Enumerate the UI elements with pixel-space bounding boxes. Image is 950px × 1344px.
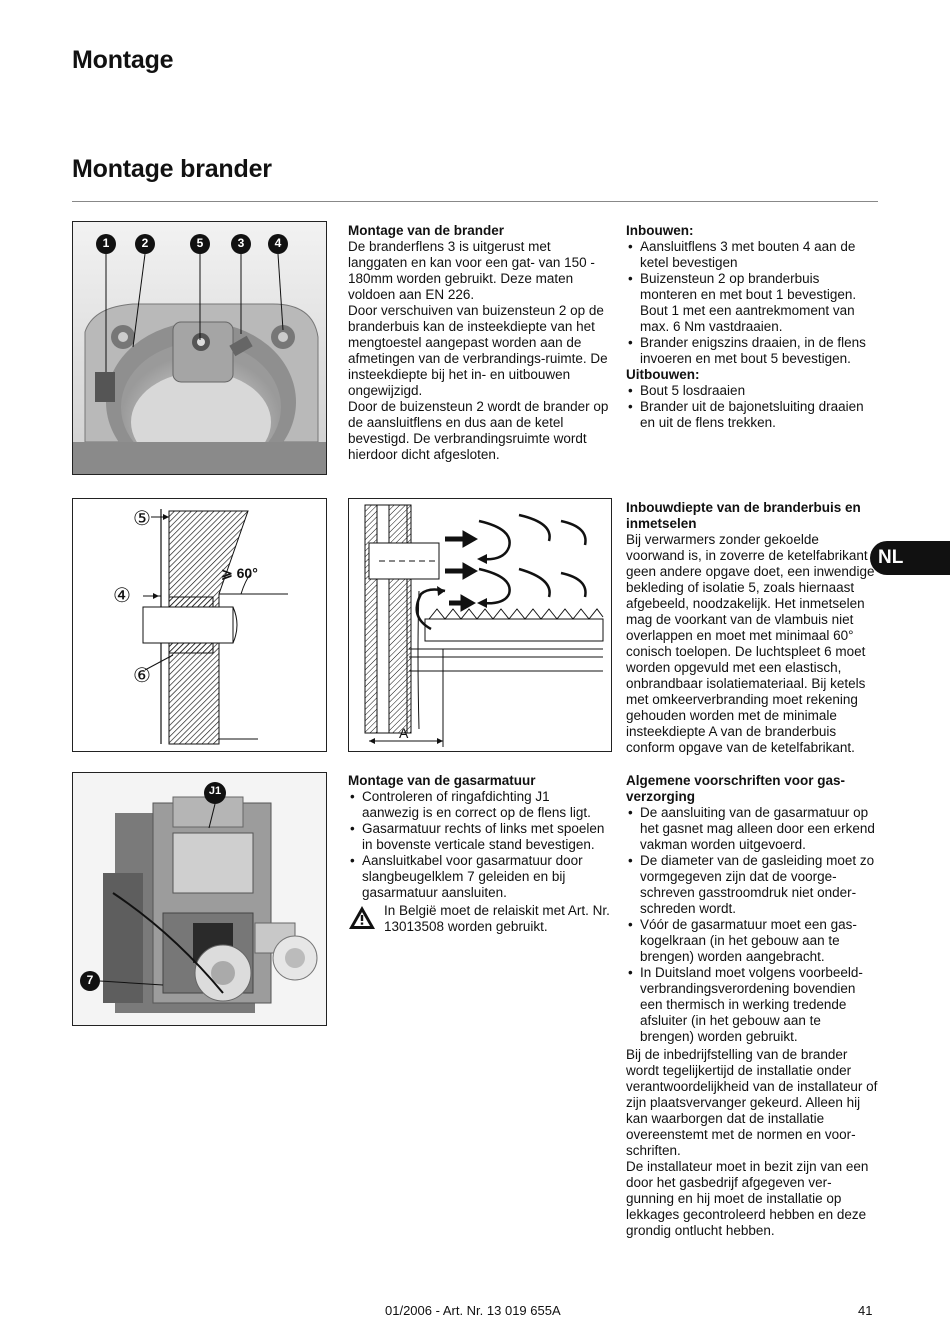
general-gas-text [626, 773, 878, 1045]
angle-label: ⩾ 60° [221, 565, 258, 581]
list-item: • Brander uit de bajonetsluiting draaien en uit de flens trekken. [626, 399, 878, 431]
list-item: • Aansluitkabel voor gasarmatuur door slangbeugelklem 7 geleiden en bij gasarmatuur aansluiten. [348, 853, 610, 901]
dimension-a-label: A [399, 725, 409, 741]
gas-valve-heading: Montage van de gasarmatuur [348, 773, 536, 788]
insulation-diagram [72, 498, 327, 752]
diagram-label-6: ⑥ [133, 665, 151, 687]
insertion-depth-text [626, 500, 878, 756]
footer-doc-number: 01/2006 - Art. Nr. 13 019 655A [385, 1303, 561, 1318]
mounting-burner-heading: Montage van de brander [348, 223, 505, 238]
photo-label-j1: J1 [208, 785, 222, 797]
commissioning-text [626, 1047, 878, 1239]
list-item: • Buizensteun 2 op branderbuis monteren en met bout 1 bevestigen. Bout 1 met een aantrekmoment van max. 6 Nm vastdraaien. [626, 271, 878, 335]
photo-label-2: 2 [141, 236, 149, 250]
divider [72, 201, 878, 202]
paragraph: Door verschuiven van buizensteun 2 op de branderbuis kan de insteekdiepte van het mengtoestel aangepast worden aan de afmetingen van de verbrandings-ruimte. De insteekdiepte bij het in- en uitbouwen ongewijzigd. [348, 303, 608, 398]
inbouwen-heading: Inbouwen: [626, 223, 694, 238]
paragraph: De installateur moet in bezit zijn van een door het gasbedrijf afgegeven ver-gunning en hij moet de installatie op lekkages gecontroleerd hebben en deze grondig ontlucht hebben. [626, 1159, 869, 1238]
photo-label-5: 5 [196, 236, 204, 250]
diagram-label-5: ⑤ [133, 508, 151, 530]
page-number: 41 [858, 1303, 873, 1318]
photo-label-4: 4 [274, 236, 282, 250]
diagram-label-4: ④ [113, 585, 131, 607]
warning-icon [348, 905, 376, 930]
gas-valve-text [348, 773, 610, 935]
mounting-burner-text [348, 223, 610, 463]
general-gas-heading: Algemene voorschriften voor gas-verzorging [626, 773, 846, 804]
photo-label-7: 7 [86, 973, 94, 987]
list-item: • Bout 5 losdraaien [626, 383, 878, 399]
paragraph: Bij verwarmers zonder gekoelde voorwand is, in zoverre de ketelfabrikant geen andere opgave doet, een inwendige bekleding of isolatie 5, zoals hiernaast afgebeeld, noodzakelijk. Het inmetselen mag de voorkant van de vlambuis niet overlappen en moet met minimaal 60° conisch toelopen. De luchtspleet 6 moet worden opgevuld met een elastisch, onbrandbaar isolatiemateriaal. Bij ketels met omkeerverbranding moet rekening gehouden worden met de minimale insteekdiepte A van de branderbuis conform opgave van de ketelfabrikant. [626, 532, 875, 755]
list-item: • Vóór de gasarmatuur moet een gas-kogelkraan (in het gebouw aan te brengen) worden aangebracht. [626, 917, 878, 965]
paragraph: De branderflens 3 is uitgerust met langgaten en kan voor een gat- van 150 - 180mm worden gebruikt. Deze maten voldoen aan EN 226. [348, 239, 595, 302]
gas-valve-photo [72, 772, 327, 1026]
page-title: Montage [72, 46, 174, 74]
list-item: • Brander enigszins draaien, in de flens invoeren en met bout 5 bevestigen. [626, 335, 878, 367]
list-item: • De diameter van de gasleiding moet zo vormgegeven zijn dat de voorge-schreven gasstroomdruk niet onder-schreden wordt. [626, 853, 878, 917]
combustion-diagram [348, 498, 612, 752]
warning-note [348, 903, 610, 935]
install-remove-text [626, 223, 878, 431]
uitbouwen-heading: Uitbouwen: [626, 367, 700, 382]
paragraph: Bij de inbedrijfstelling van de brander wordt tegelijkertijd de installatie onder verantwoordelijkheid van de installateur of zijn plaatsvervanger gekeurd. Alleen hij kan waarborgen dat de installatie overeenstemt met de normen en voor-schriften. [626, 1047, 878, 1158]
paragraph: Door de buizensteun 2 wordt de brander op de aansluitflens en dus aan de ketel bevestigd. De verbrandingsruimte wordt hierdoor dicht afgesloten. [348, 399, 609, 462]
list-item: • De aansluiting van de gasarmatuur op het gasnet mag alleen door een erkend vakman worden uitgevoerd. [626, 805, 878, 853]
photo-label-1: 1 [102, 236, 110, 250]
language-tab: NL [870, 541, 950, 575]
photo-label-3: 3 [237, 236, 245, 250]
list-item: • Controleren of ringafdichting J1 aanwezig is en correct op de flens ligt. [348, 789, 610, 821]
section-title: Montage brander [72, 155, 272, 183]
list-item: • In Duitsland moet volgens voorbeeld-verbrandingsverordening bovendien een thermisch in werking tredende afsluiter (in het gebouw aan te brengen) worden gebruikt. [626, 965, 878, 1045]
list-item: • Aansluitflens 3 met bouten 4 aan de ketel bevestigen [626, 239, 878, 271]
flange-photo [72, 221, 327, 475]
warning-text: In België moet de relaiskit met Art. Nr. 13013508 worden gebruikt. [384, 903, 610, 934]
insertion-depth-heading: Inbouwdiepte van de branderbuis en inmetselen [626, 500, 861, 531]
list-item: • Gasarmatuur rechts of links met spoelen in bovenste verticale stand bevestigen. [348, 821, 610, 853]
